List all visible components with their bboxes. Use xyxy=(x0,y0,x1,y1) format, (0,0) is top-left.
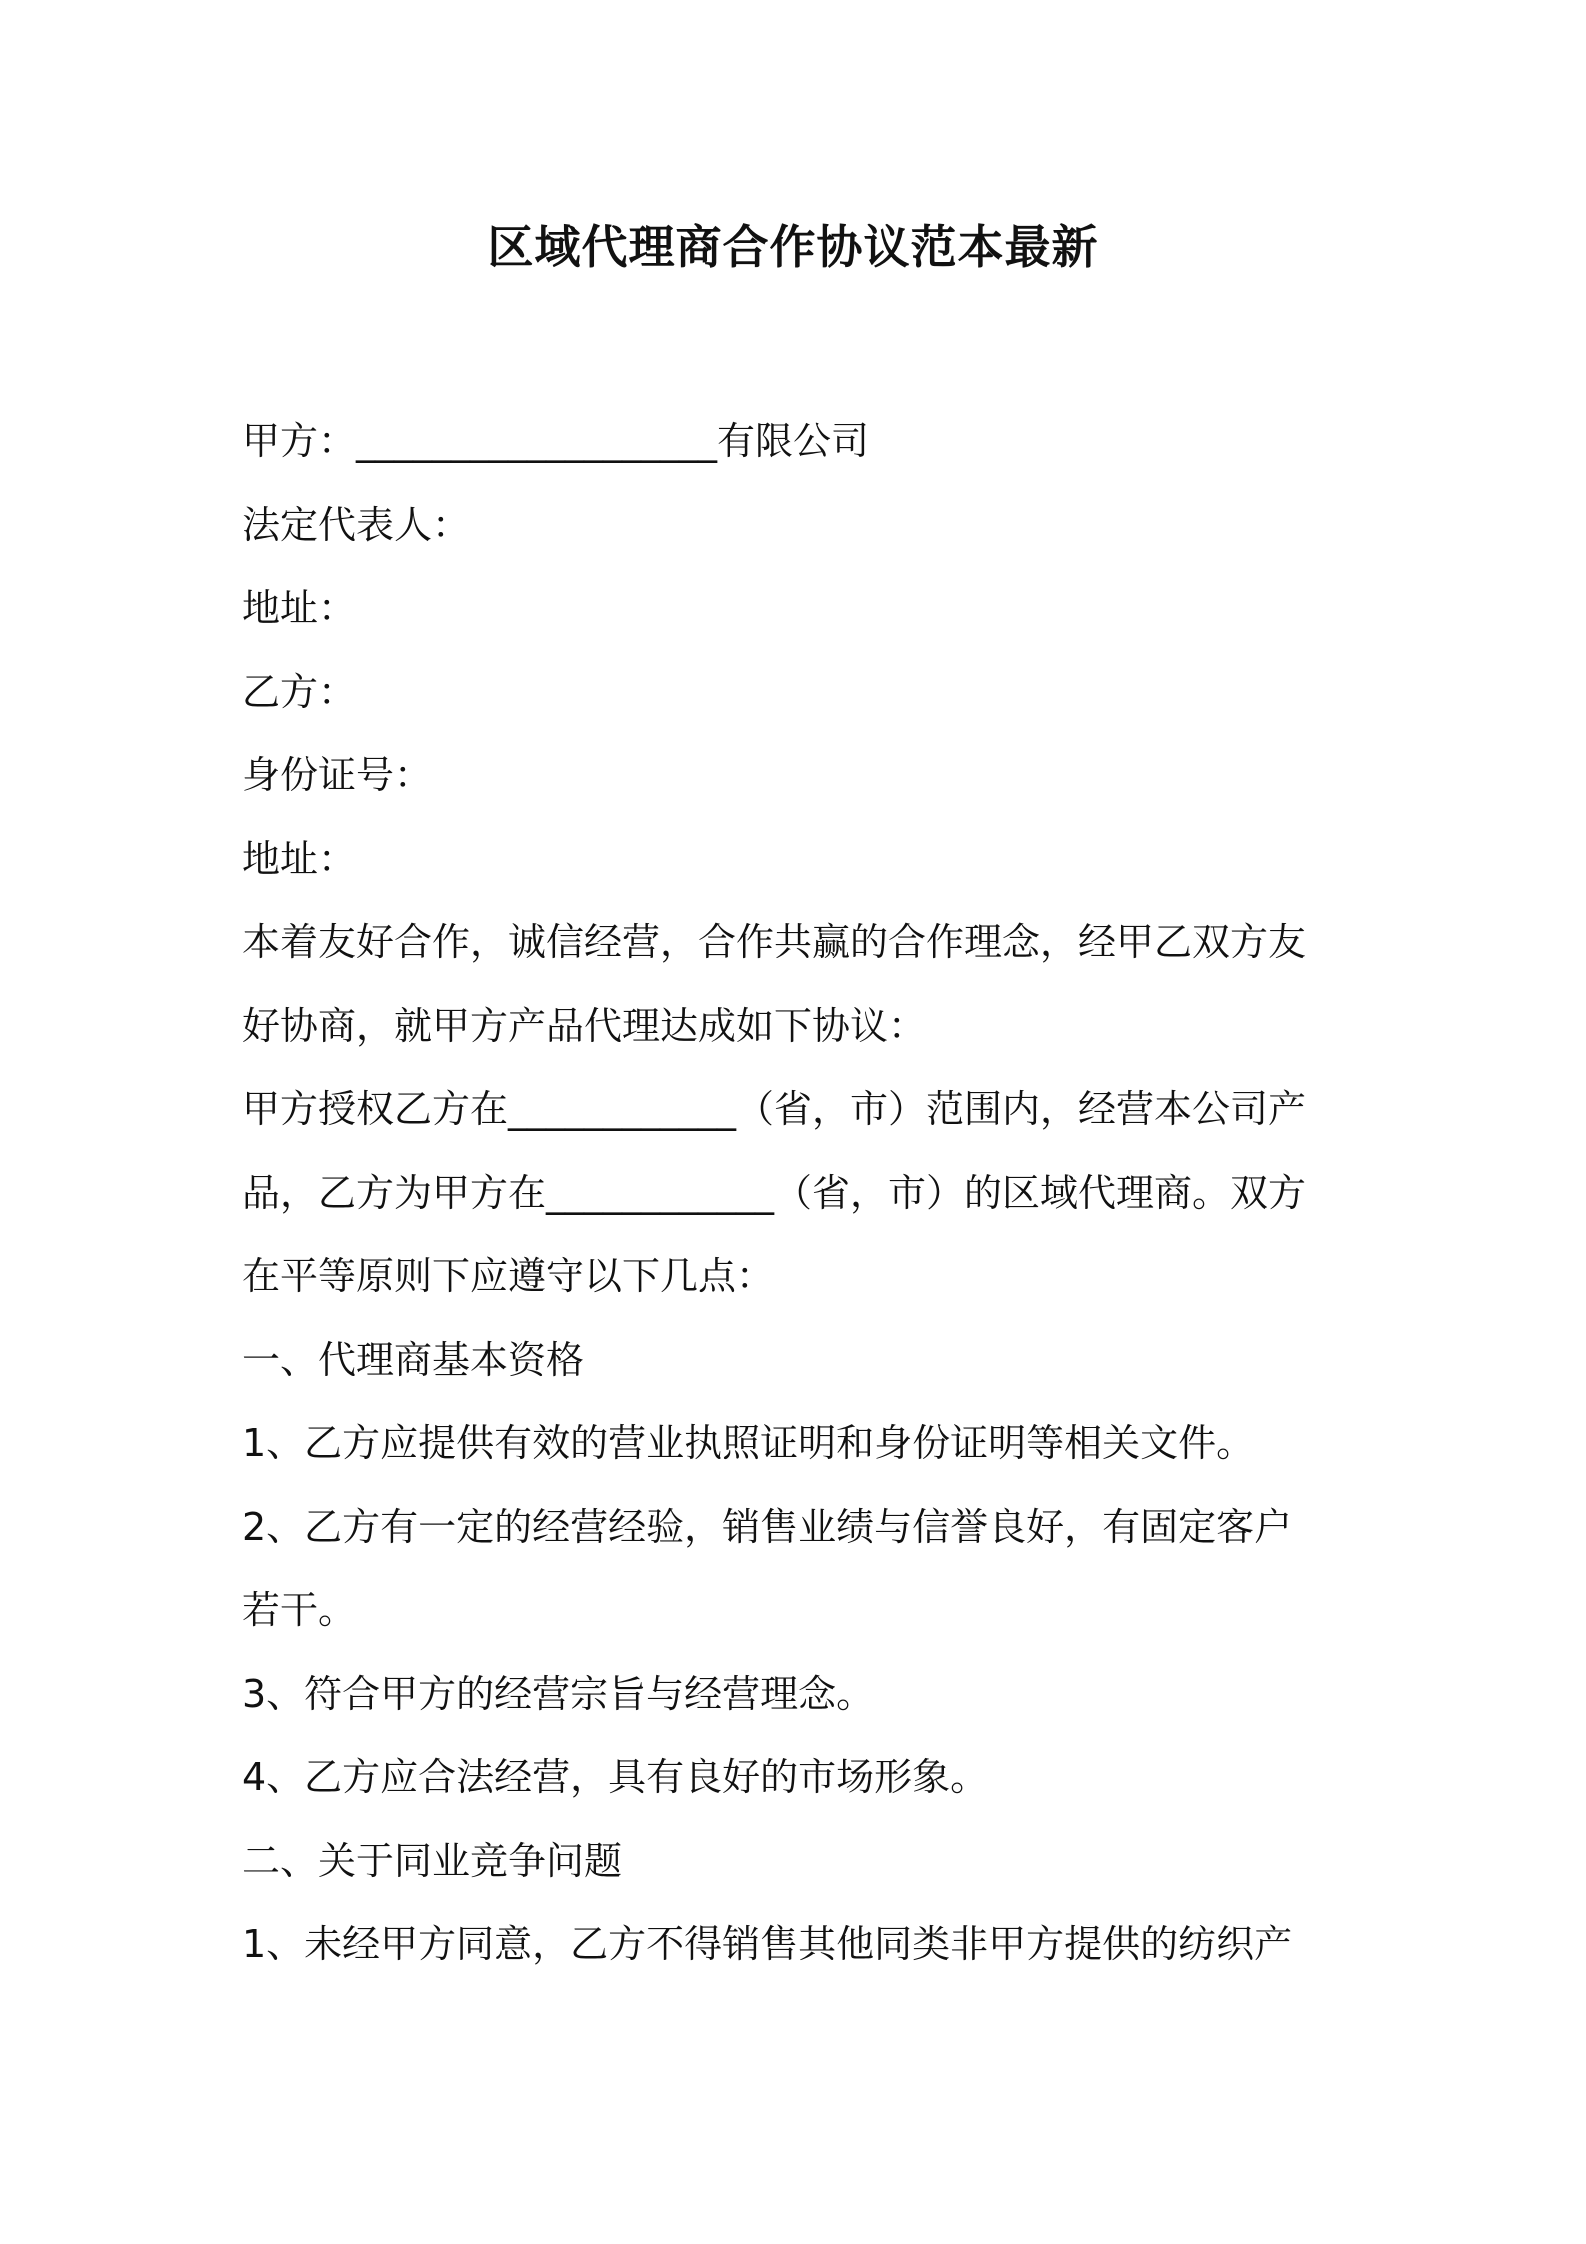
clause-1-4: 4、乙方应合法经营，具有良好的市场形象。 xyxy=(242,1755,989,1799)
authorization-line-1: 甲方授权乙方在____________（省，市）范围内，经营本公司产 xyxy=(242,1087,1307,1131)
party-a-line: 甲方：___________________有限公司 xyxy=(242,419,870,463)
clause-1-3: 3、符合甲方的经营宗旨与经营理念。 xyxy=(242,1671,875,1716)
preamble-line-1: 本着友好合作，诚信经营，合作共赢的合作理念，经甲乙双方友 xyxy=(242,920,1307,964)
authorization-line-2: 品，乙方为甲方在____________（省，市）的区域代理商。双方 xyxy=(242,1170,1307,1215)
clause-1-2-line-2: 若干。 xyxy=(242,1588,357,1632)
document-title: 区域代理商合作协议范本最新 xyxy=(487,220,1099,274)
clause-2-1-line-1: 1、未经甲方同意，乙方不得销售其他同类非甲方提供的纺织产 xyxy=(242,1922,1293,1966)
section-heading-1: 一、代理商基本资格 xyxy=(242,1337,585,1382)
party-b-address-line: 地址： xyxy=(242,836,357,881)
preamble-line-2: 好协商，就甲方产品代理达成如下协议： xyxy=(242,1003,927,1048)
party-a-address-line: 地址： xyxy=(242,586,357,630)
document-body xyxy=(242,400,1360,1987)
section-heading-2: 二、关于同业竞争问题 xyxy=(242,1838,623,1883)
legal-representative-line: 法定代表人： xyxy=(242,502,471,547)
id-number-line: 身份证号： xyxy=(242,753,433,797)
authorization-line-3: 在平等原则下应遵守以下几点： xyxy=(242,1254,775,1298)
clause-1-1: 1、乙方应提供有效的营业执照证明和身份证明等相关文件。 xyxy=(242,1421,1255,1465)
clause-1-2-line-1: 2、乙方有一定的经营经验，销售业绩与信誉良好，有固定客户 xyxy=(242,1504,1293,1549)
party-b-line: 乙方： xyxy=(242,669,357,714)
